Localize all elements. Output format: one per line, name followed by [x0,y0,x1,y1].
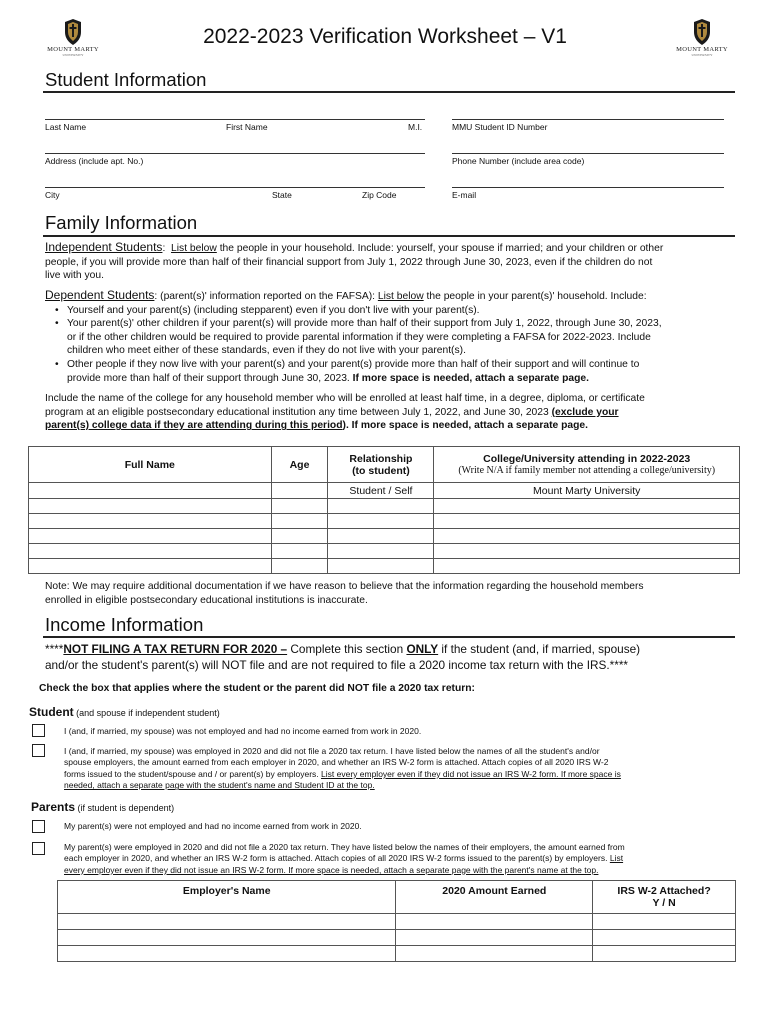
state-label: State [272,190,292,200]
bullet-item: • Your parent(s)' other children if your parent(s) will provide more than half of their support from July 1, 2022, through June 30, 2023, or if the other children would be required to provide parental information if they were completing a FAFSA for 2022-2023. Include children who meet either of these standards, even if they do not live with your parent(s). [45,317,745,358]
college-header: College/University attending in 2022-2023 (Write N/A if family member not attending a college/university) [434,447,740,483]
family-info-heading: Family Information [45,212,198,233]
student-info-heading: Student Information [45,69,207,90]
check-instruction: Check the box that applies where the student or the parent did NOT file a 2020 tax return: [39,683,475,694]
page-title: 2022-2023 Verification Worksheet – V1 [203,25,567,48]
relationship-header: Relationship (to student) [328,447,434,483]
parents-option-1: My parent(s) were not employed and had no income earned from work in 2020. [64,821,362,831]
email-line[interactable] [452,187,724,188]
dependent-bullets [45,304,745,386]
phone-line[interactable] [452,153,724,154]
address-label: Address (include apt. No.) [45,156,144,166]
dependent-students-text: Dependent Students: (parent(s)' information reported on the FAFSA): List below the people in your parent(s)' household. Include: • Yourself and your parent(s) (including stepparent) even if you don't live with your parent(s). • Your parent(s)' other children if your parent(s) will provide more than half of their support from July 1, 2022, through June 30, 2023, or if the other children would be required to provide parental information if they were completing a FAFSA for 2022-2023. Include children who meet either of these standards, even if they do not live with your parent(s). • Other people if they now live with your parent(s) and your parent(s) provide more than half of their support and will continue to provide more than half of their support through June 30, 2023. If more space is needed, attach a separate page. [45,289,745,385]
table-row [58,914,736,930]
parents-not-employed-checkbox[interactable] [32,820,45,833]
parents-section-label: Parents (if student is dependent) [31,800,175,814]
table-row [58,930,736,946]
section-rule [43,235,735,237]
student-not-employed-checkbox[interactable] [32,724,45,737]
table-row [29,529,740,544]
student-section-label: Student (and spouse if independent student) [29,705,220,719]
student-option-1: I (and, if married, my spouse) was not employed and had no income earned from work in 2020. [64,726,422,736]
relationship-cell: Student / Self [328,483,434,499]
household-table [28,446,740,574]
note-text: Note: We may require additional documentation if we have reason to believe that the information regarding the household members enrolled in eligible postsecondary educational institutions is inaccurate. [45,581,644,606]
section-rule [43,636,735,638]
college-instruction-text: Include the name of the college for any household member who will be enrolled at least half time, in a degree, diploma, or certificate program at an eligible postsecondary educational institution any time between July 1, 2022, and June 30, 2023 (exclude your parent(s) college data if they are attending during this period). If more space is needed, attach a separate page. [45,393,645,432]
name-line[interactable] [45,119,425,120]
independent-students-text: Independent Students: List below the people in your household. Include: yourself, your spouse if married; and your children or other people, if you will provide more than half of their financial support from July 1, 2022 through June 30, 2023, even if the children do not live with you. [45,240,664,282]
table-row [29,514,740,529]
city-label: City [45,190,60,200]
mount-marty-logo-left: MOUNT MARTY UNIVERSITY [37,18,109,66]
bullet-item: • Other people if they now live with your parent(s) and your parent(s) provide more than half of their support and will continue to provide more than half of their support through June 30, 2023. If more space is needed, attach a separate page. [45,358,745,385]
table-row [29,559,740,574]
address-line[interactable] [45,153,425,154]
table-row [29,483,740,499]
student-employed-checkbox[interactable] [32,744,45,757]
w2-attached-header: IRS W-2 Attached? Y / N [593,881,736,914]
bullet-item: • Yourself and your parent(s) (including stepparent) even if you don't live with your parent(s). [45,304,745,318]
full-name-cell[interactable] [29,483,272,499]
parents-employed-checkbox[interactable] [32,842,45,855]
mount-marty-logo-right: MOUNT MARTY UNIVERSITY [666,18,738,66]
table-row [29,544,740,559]
email-label: E-mail [452,190,477,200]
employer-header-row [58,881,736,914]
city-line[interactable] [45,187,425,188]
phone-label: Phone Number (include area code) [452,156,585,166]
age-cell[interactable] [271,483,328,499]
income-info-heading: Income Information [45,614,204,635]
college-cell: Mount Marty University [434,483,740,499]
not-filing-text: ****NOT FILING A TAX RETURN FOR 2020 – Complete this section ONLY if the student (and, if married, spouse) and/or the student's parent(s) will NOT file and are not required to file a 2020 income tax return with the IRS.**** [45,642,641,672]
zip-label: Zip Code [362,190,397,200]
student-option-2: I (and, if married, my spouse) was employed in 2020 and did not file a 2020 tax return. I have listed below the names of all the student's and/or spouse employers, the amount earned from each employer in 2020, and whether an IRS W-2 form is attached. Attach copies of all 2020 IRS W-2 forms issued to the student/spouse and / or parent(s) by employers. List every employer even if they did not issue an IRS W-2 form. If more space is needed, attach a separate page with the student's name and Student ID at the top. [64,746,621,791]
amount-earned-header: 2020 Amount Earned [396,881,593,914]
last-name-label: Last Name [45,122,87,132]
employer-name-header: Employer's Name [58,881,396,914]
section-rule [43,91,735,93]
mi-label: M.I. [408,122,423,132]
full-name-header: Full Name [29,447,272,483]
parents-option-2: My parent(s) were employed in 2020 and did not file a 2020 tax return. They have listed below the names of their employers, the amount earned from each employer in 2020, and whether an IRS W-2 form is attached. Attach copies of all 2020 IRS W-2 forms issued to the parent(s) by employers. List every employer even if they did not issue an IRS W-2 form. If more space is needed, attach a separate page with the parent's name at the top. [64,842,625,875]
table-row [58,946,736,962]
student-id-line[interactable] [452,119,724,120]
table-row [29,499,740,514]
first-name-label: First Name [226,122,268,132]
age-header: Age [271,447,328,483]
employer-table [57,880,736,962]
student-id-label: MMU Student ID Number [452,122,548,132]
household-header-row [29,447,740,483]
